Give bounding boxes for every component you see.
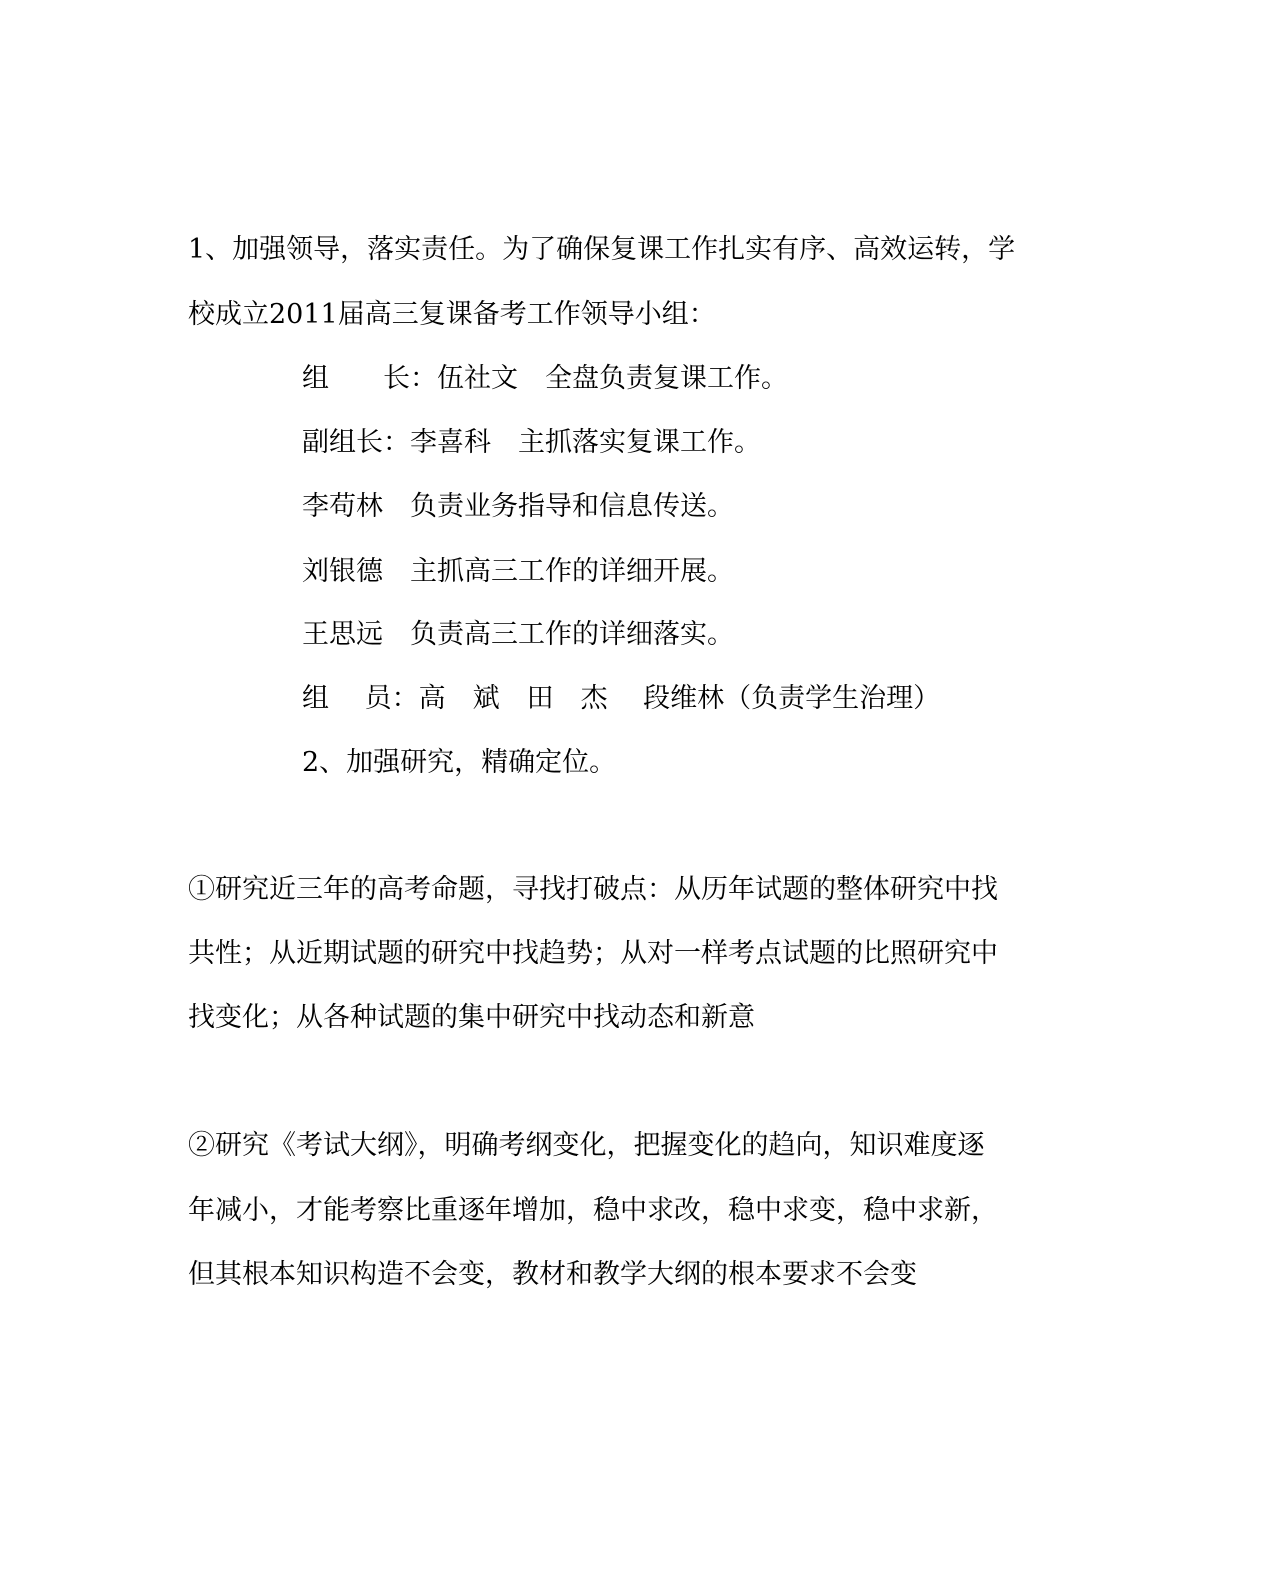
section2-heading: 2、加强研究，精确定位。 <box>302 747 617 778</box>
member-line-liu: 刘银德 主抓高三工作的详细开展。 <box>302 556 734 587</box>
para2-line2: 年减小，才能考察比重逐年增加，稳中求改，稳中求变，稳中求新， <box>188 1195 998 1226</box>
member-line-deputy: 副组长：李喜科 主抓落实复课工作。 <box>302 427 761 458</box>
member-line-leader: 组 长：伍社文 全盘负责复课工作。 <box>302 363 788 394</box>
para1-line3: 找变化；从各种试题的集中研究中找动态和新意 <box>188 1002 755 1033</box>
para2-line1: ②研究《考试大纲》，明确考纲变化，把握变化的趋向，知识难度逐 <box>188 1130 985 1161</box>
member-line-group: 组 员：高 斌 田 杰 段维林（负责学生治理） <box>302 683 941 714</box>
para2-line3: 但其根本知识构造不会变，教材和教学大纲的根本要求不会变 <box>188 1259 917 1290</box>
member-line-wang: 王思远 负责高三工作的详细落实。 <box>302 619 734 650</box>
para1-line2: 共性；从近期试题的研究中找趋势；从对一样考点试题的比照研究中 <box>188 938 998 969</box>
member-line-li: 李苟林 负责业务指导和信息传送。 <box>302 491 734 522</box>
section1-heading-line2: 校成立2011届高三复课备考工作领导小组： <box>188 299 716 330</box>
para1-line1: ①研究近三年的高考命题，寻找打破点：从历年试题的整体研究中找 <box>188 874 998 905</box>
section1-heading-line1: 1、加强领导，落实责任。为了确保复课工作扎实有序、高效运转，学 <box>188 234 1016 265</box>
